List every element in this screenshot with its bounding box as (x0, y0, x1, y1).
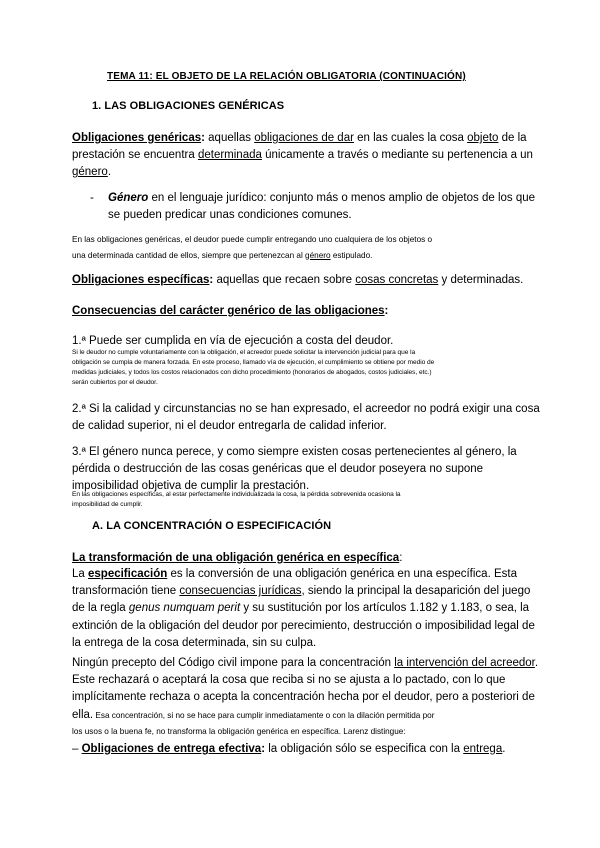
link-genero[interactable]: género (72, 166, 108, 179)
consecuencias-heading (72, 303, 388, 320)
consecuencia-2 (72, 401, 542, 435)
note-obligaciones-genericas (72, 232, 542, 263)
text-line: 3.ª El género nunca perece, y como siempre existen cosas pertenecientes al género, la (72, 446, 517, 458)
term-especificacion: especificación (88, 568, 168, 580)
text: de la (498, 132, 527, 144)
link-consecuencias-juridicas[interactable]: consecuencias jurídicas (179, 585, 302, 598)
text: la obligación sólo se especifica con la (265, 743, 464, 755)
document-title: TEMA 11: EL OBJETO DE LA RELACIÓN OBLIGATORIA (CONTINUACIÓN) (107, 71, 466, 82)
paragraph-obligaciones-genericas (72, 130, 532, 182)
colon: : (384, 305, 389, 317)
text: se pueden predicar unas condiciones comunes. (108, 209, 352, 222)
section-heading-a: A. LA CONCENTRACIÓN O ESPECIFICACIÓN (92, 520, 332, 532)
text: en las cuales la cosa (353, 132, 468, 144)
link-obligaciones-de-dar[interactable]: obligaciones de dar (254, 132, 354, 144)
text: únicamente a través o mediante su pertenencia a un (261, 149, 533, 162)
colon: : (261, 743, 266, 755)
term-obligaciones-genericas: Obligaciones genéricas (72, 132, 202, 144)
text: prestación se encuentra (72, 149, 198, 162)
text-line: Este rechazará o aceptará la cosa que reciba si no se ajusta a lo pactado, con lo que (72, 674, 506, 687)
text-line: 2.ª Si la calidad y circunstancias no se han expresado, el acreedor no podrá exigir una cosa (72, 403, 540, 415)
note-line: En las obligaciones específicas, al estar perfectamente individualizada la cosa, la pérdida sobrevenida ocasiona la (72, 491, 401, 498)
heading-text: Consecuencias del carácter genérico de las obligaciones (72, 305, 385, 317)
paragraph-intervencion-acreedor (72, 655, 542, 739)
text-small: los usos o la buena fe, no transforma la obligación genérica en específica. Larenz distingue: (72, 726, 406, 736)
link-intervencion-acreedor[interactable]: la intervención del acreedor (394, 657, 535, 669)
term-obligaciones-especificas: Obligaciones específicas (72, 274, 210, 286)
text-line: de calidad superior, ni el deudor entregarla de calidad inferior. (72, 420, 387, 433)
text-line: pérdida o destrucción de las cosas genéricas que el deudor poseyera no supone (72, 463, 484, 476)
note-line: Si le deudor no cumple voluntariamente con la obligación, el acreedor puede solicitar la intervención judicial para que la (72, 349, 416, 356)
text: una determinada cantidad de ellos, siempre que pertenezcan al (72, 250, 306, 260)
text: aquellas que recaen sobre (213, 274, 356, 286)
text: transformación tiene (72, 585, 180, 598)
text: es la conversión de una obligación genérica en una específica. Esta (167, 568, 517, 580)
colon: : (209, 274, 214, 286)
consecuencia-1-note (72, 348, 542, 388)
consecuencia-1: 1.ª Puede ser cumplida en vía de ejecución a costa del deudor. (72, 335, 394, 347)
text: aquellas (204, 132, 255, 144)
text: La (72, 568, 88, 580)
text: ella. (72, 708, 94, 721)
text: de la regla (72, 602, 129, 615)
note-line: serán cubiertos por el deudor. (72, 379, 158, 386)
bullet-genero (108, 190, 538, 224)
text: , siendo la principal la desaparición del juego (301, 585, 531, 598)
paragraph-especificacion (72, 566, 542, 652)
term-genero: Género (108, 192, 149, 204)
consecuencia-3-note (72, 490, 542, 510)
text-line: extinción de la obligación del deudor por perecimiento, destrucción o imposibilidad legal de (72, 619, 535, 632)
note-line: medidas judiciales, y todos los costos relacionados con dicho procedimiento (honorarios de abogados, costos judiciales, etc.) (72, 369, 432, 376)
text: estipulado. (330, 250, 373, 260)
term-entrega-efectiva: Obligaciones de entrega efectiva (81, 743, 262, 755)
text: Ningún precepto del Código civil impone para la concentración (72, 657, 395, 669)
subheading-text: La transformación de una obligación genérica en específica (72, 552, 400, 564)
link-cosas-concretas[interactable]: cosas concretas (355, 274, 439, 286)
link-determinada[interactable]: determinada (197, 149, 262, 162)
text: En las obligaciones genéricas, el deudor puede cumplir entregando uno cualquiera de los objetos o (72, 235, 433, 244)
text: en el lenguaje jurídico: conjunto más o menos amplio de objetos de los que (148, 192, 536, 204)
note-line: imposibilidad de cumplir. (72, 501, 143, 508)
transformacion-heading (72, 550, 402, 567)
link-objeto[interactable]: objeto (467, 132, 499, 144)
latin-phrase: genus numquam perit (128, 602, 241, 615)
paragraph-entrega-efectiva (72, 741, 505, 758)
text: y determinadas. (438, 274, 524, 286)
link-entrega[interactable]: entrega (463, 743, 503, 755)
text: . (534, 657, 539, 669)
note-line: obligación se cumpla de manera forzada. En este proceso, llamado vía de ejecución, el cumplimiento se obtiene por medio de (72, 359, 435, 366)
text-line: imposibilidad objetiva de cumplir la prestación. (72, 480, 310, 493)
section-heading-1: 1. LAS OBLIGACIONES GENÉRICAS (92, 100, 285, 112)
colon: : (399, 552, 403, 564)
paragraph-obligaciones-especificas (72, 272, 523, 289)
dash: – (72, 743, 82, 755)
text-line: la entrega de la cosa determinada, sin su culpa. (72, 636, 317, 649)
bullet-dash: - (90, 192, 94, 204)
text: y su sustitución por los artículos 1.182 y 1.183, o sea, la (240, 602, 530, 615)
text-line: implícitamente rechaza o acepta la concentración hecha por el deudor, pero a posteriori de (72, 691, 535, 704)
consecuencia-3 (72, 444, 542, 496)
colon: : (201, 132, 205, 144)
text-small: Esa concentración, si no se hace para cumplir inmediatamente o con la dilación permitida por (93, 710, 435, 720)
link-genero-2[interactable]: género (305, 250, 331, 260)
text: . (502, 743, 506, 755)
text: . (107, 166, 112, 179)
